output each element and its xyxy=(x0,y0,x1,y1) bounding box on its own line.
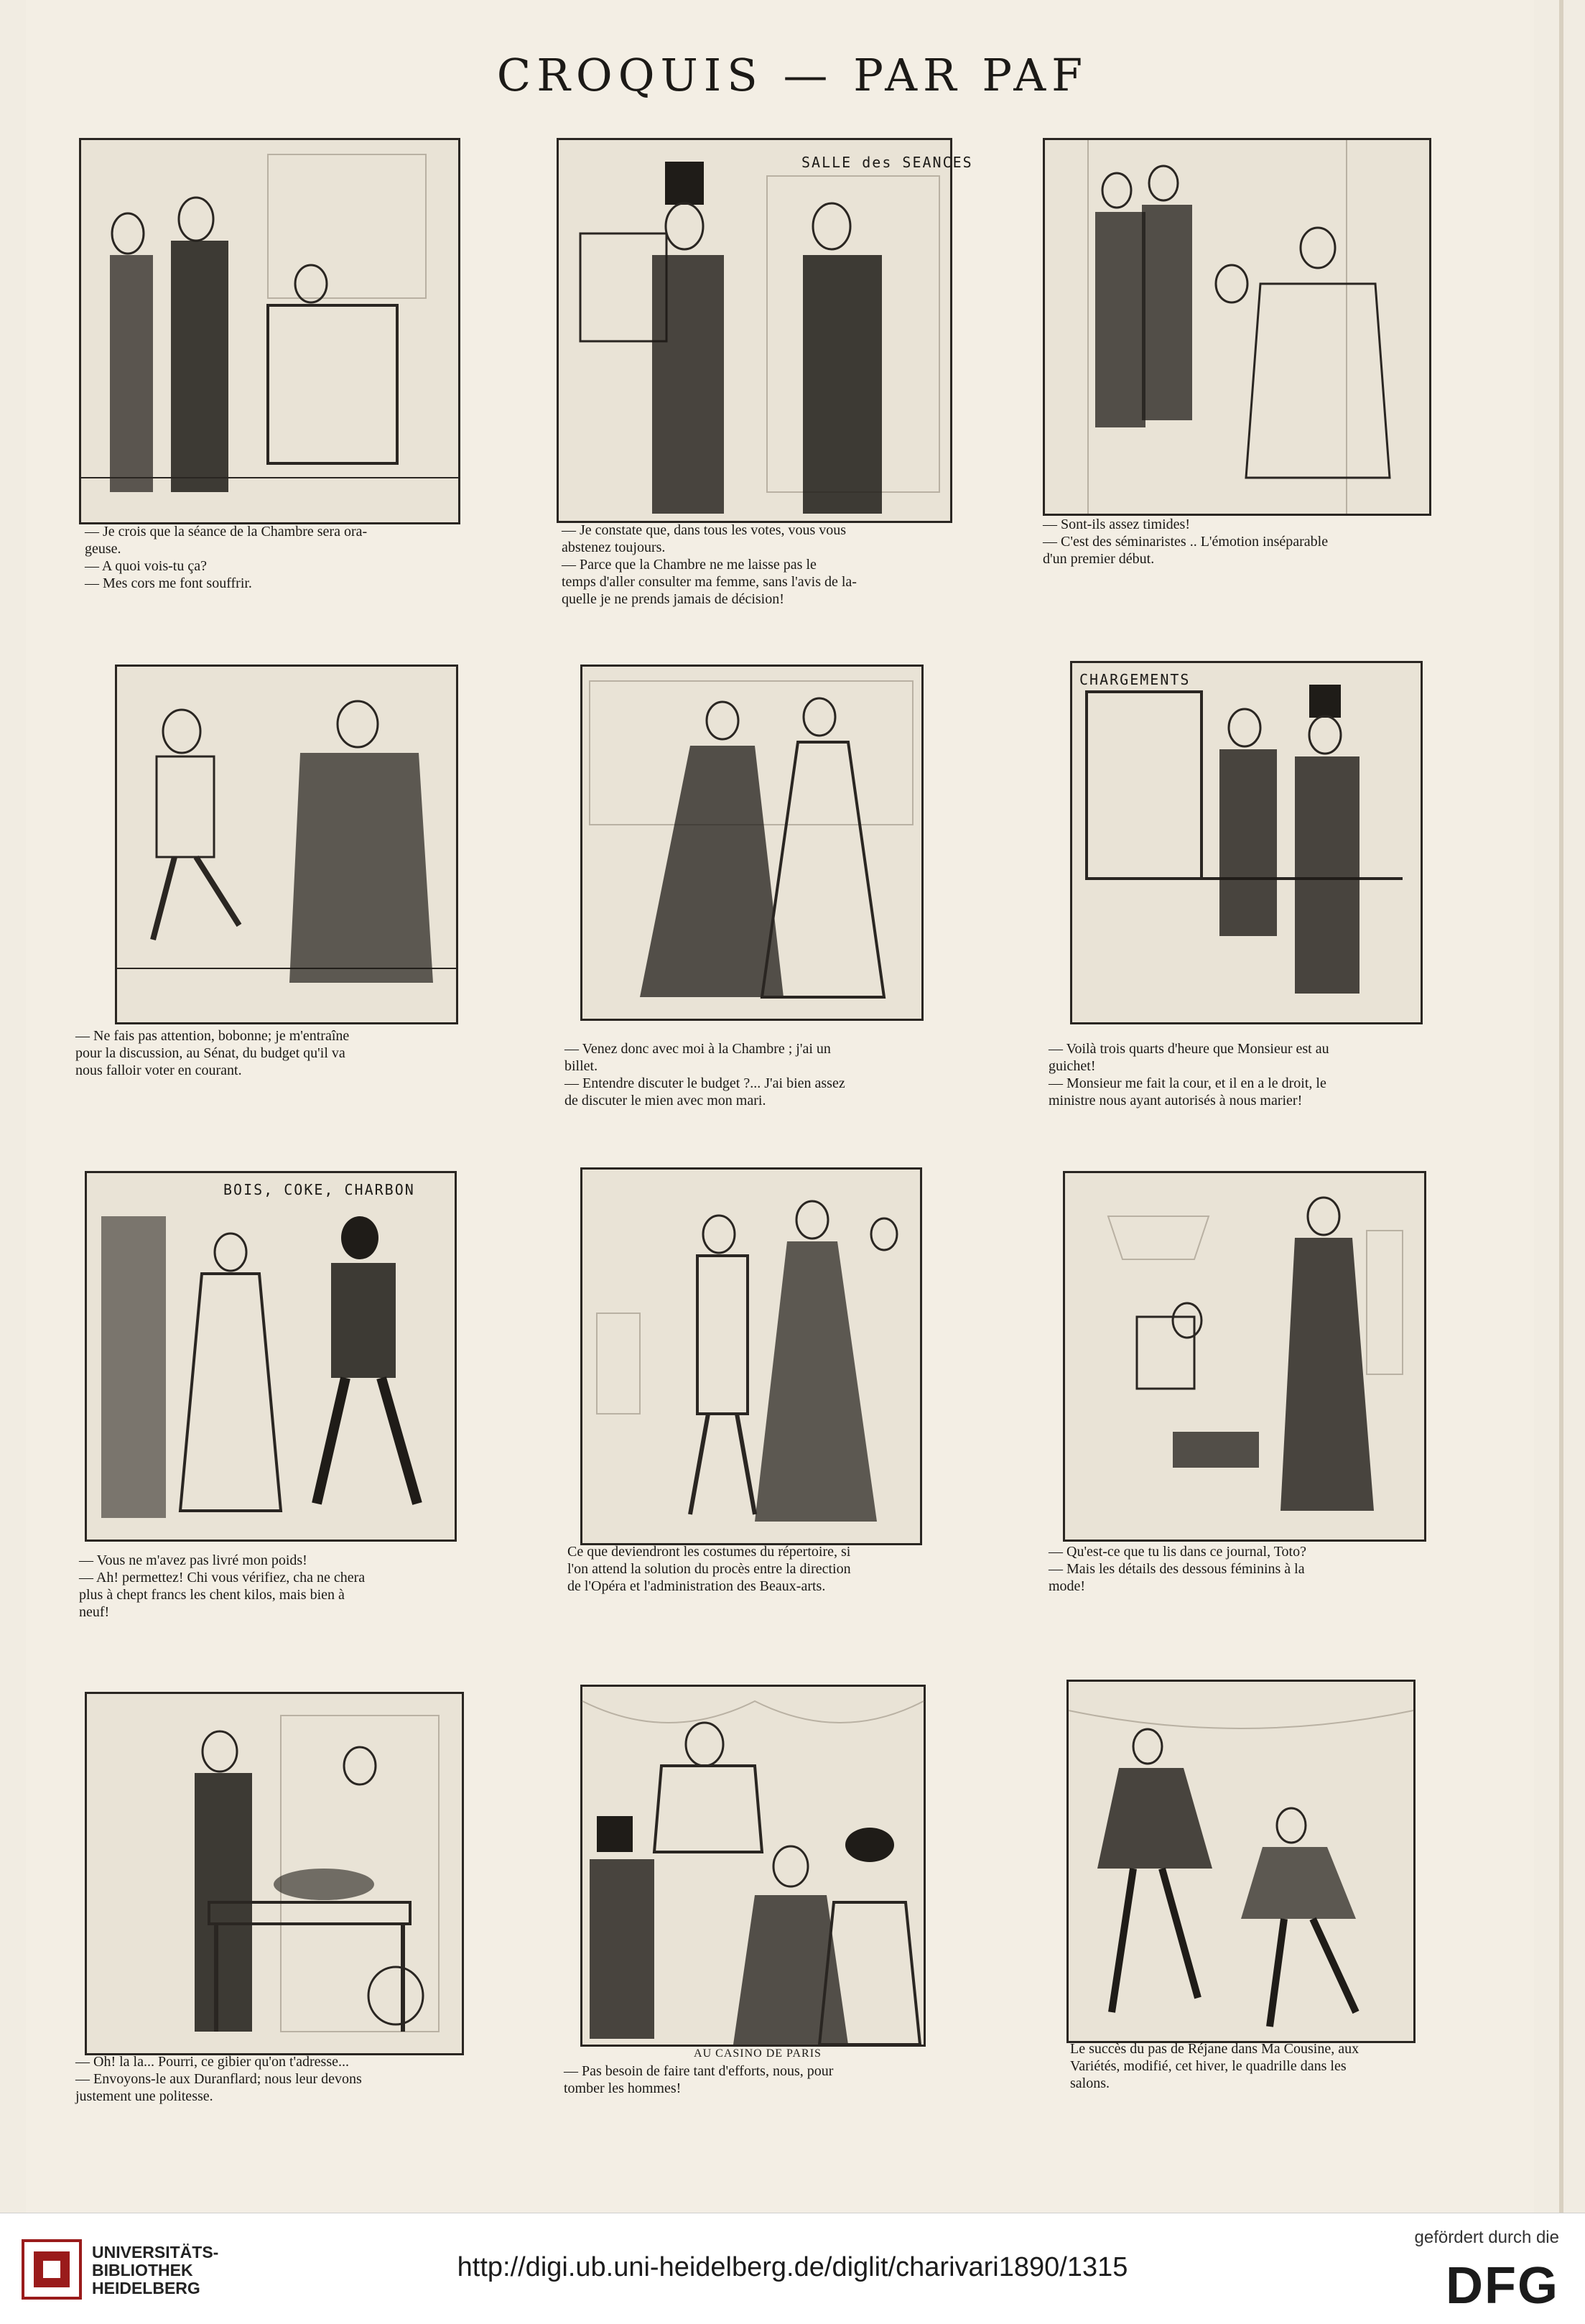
cartoon-panel-9 xyxy=(1063,1171,1426,1542)
cartoon-panel-7 xyxy=(85,1171,457,1542)
cartoon-drawing-2 xyxy=(559,140,973,521)
cartoon-drawing-3 xyxy=(1045,140,1429,514)
caption-3: — Sont-ils assez timides! — C'est des séminaristes .. L'émotion inséparable d'un premier début. xyxy=(1043,517,1329,567)
caption-1: — Je crois que la séance de la Chambre sera ora- geuse. — A quoi vois-tu ça? — Mes cors me font souffrir. xyxy=(85,524,368,591)
caption-7: — Vous ne m'avez pas livré mon poids! — Ah! permettez! Chi vous vérifiez, cha ne chera plus à chept francs les chent kilos, mais bien à neuf! xyxy=(79,1552,366,1620)
digital-collection-link[interactable]: http://digi.ub.uni-heidelberg.de/diglit/charivari1890/1315 xyxy=(457,2252,1128,2282)
cartoon-drawing-7 xyxy=(87,1173,455,1540)
cartoon-drawing-4 xyxy=(117,667,456,1022)
caption-2: — Je constate que, dans tous les votes, vous vous abstenez toujours. — Parce que la Chambre ne me laisse pas le temps d'aller consulter ma femme, sans l'avis de la- quelle je ne prends jamais de décision! xyxy=(562,522,857,607)
cartoon-panel-6 xyxy=(1070,661,1423,1024)
cartoon-drawing-10 xyxy=(87,1694,462,2053)
cartoon-drawing-8 xyxy=(582,1170,920,1543)
library-name: UNIVERSITÄTS- BIBLIOTHEK HEIDELBERG xyxy=(92,2243,219,2297)
sign-bois-coke-charbon: BOIS, COKE, CHARBON xyxy=(223,1181,415,1198)
funded-by-label: gefördert durch die xyxy=(1414,2228,1559,2247)
caption-10: — Oh! la la... Pourri, ce gibier qu'on t'adresse... — Envoyons-le aux Duranflard; nous leur devons justement une politesse. xyxy=(75,2054,362,2104)
caption-12: Le succès du pas de Réjane dans Ma Cousine, aux Variétés, modifié, cet hiver, le quadrille dans les salons. xyxy=(1070,2041,1359,2091)
cartoon-drawing-1 xyxy=(81,140,458,522)
caption-11-heading: AU CASINO DE PARIS xyxy=(694,2047,822,2060)
cartoon-panel-8 xyxy=(580,1167,922,1545)
sign-chargements: CHARGEMENTS xyxy=(1079,671,1191,688)
sign-salle-des-seances: SALLE des SEANCES xyxy=(801,154,973,171)
dfg-logo: DFG xyxy=(1446,2257,1559,2315)
cartoon-panel-12 xyxy=(1066,1680,1416,2043)
caption-8: Ce que deviendront les costumes du répertoire, si l'on attend la solution du procès entre la direction de l'Opéra et l'administration des Beaux-arts. xyxy=(567,1544,851,1594)
cartoon-drawing-5 xyxy=(582,667,921,1019)
cartoon-panel-5 xyxy=(580,665,924,1021)
page-title: CROQUIS — PAR PAF xyxy=(496,49,1089,101)
cartoon-panel-11 xyxy=(580,1685,926,2047)
cartoon-drawing-6 xyxy=(1072,663,1421,1022)
cartoon-drawing-9 xyxy=(1065,1173,1424,1540)
caption-11: AU CASINO DE PARIS — Pas besoin de faire tant d'efforts, nous, pour tomber les hommes! xyxy=(564,2045,952,2097)
cartoon-panel-2 xyxy=(557,138,973,523)
page-edge xyxy=(1559,0,1563,2213)
cartoon-panel-1 xyxy=(79,138,460,524)
cartoon-drawing-11 xyxy=(582,1687,924,2045)
caption-6: — Voilà trois quarts d'heure que Monsieur est au guichet! — Monsieur me fait la cour, et il en a le droit, le ministre nous ayant autorisés à nous marier! xyxy=(1049,1041,1329,1108)
caption-5: — Venez donc avec moi à la Chambre ; j'ai un billet. — Entendre discuter le budget ?... J'ai bien assez de discuter le mien avec mon mari. xyxy=(564,1041,845,1108)
cartoon-drawing-12 xyxy=(1069,1682,1413,2041)
cartoon-panel-3 xyxy=(1043,138,1431,516)
cartoon-panel-4 xyxy=(115,665,458,1024)
viewer-footer xyxy=(0,2213,1585,2324)
cartoon-panel-10 xyxy=(85,1692,464,2055)
caption-9: — Qu'est-ce que tu lis dans ce journal, Toto? — Mais les détails des dessous féminins à la mode! xyxy=(1049,1544,1306,1594)
caption-4: — Ne fais pas attention, bobonne; je m'entraîne pour la discussion, au Sénat, du budget qu'il va nous falloir voter en courant. xyxy=(75,1028,350,1078)
